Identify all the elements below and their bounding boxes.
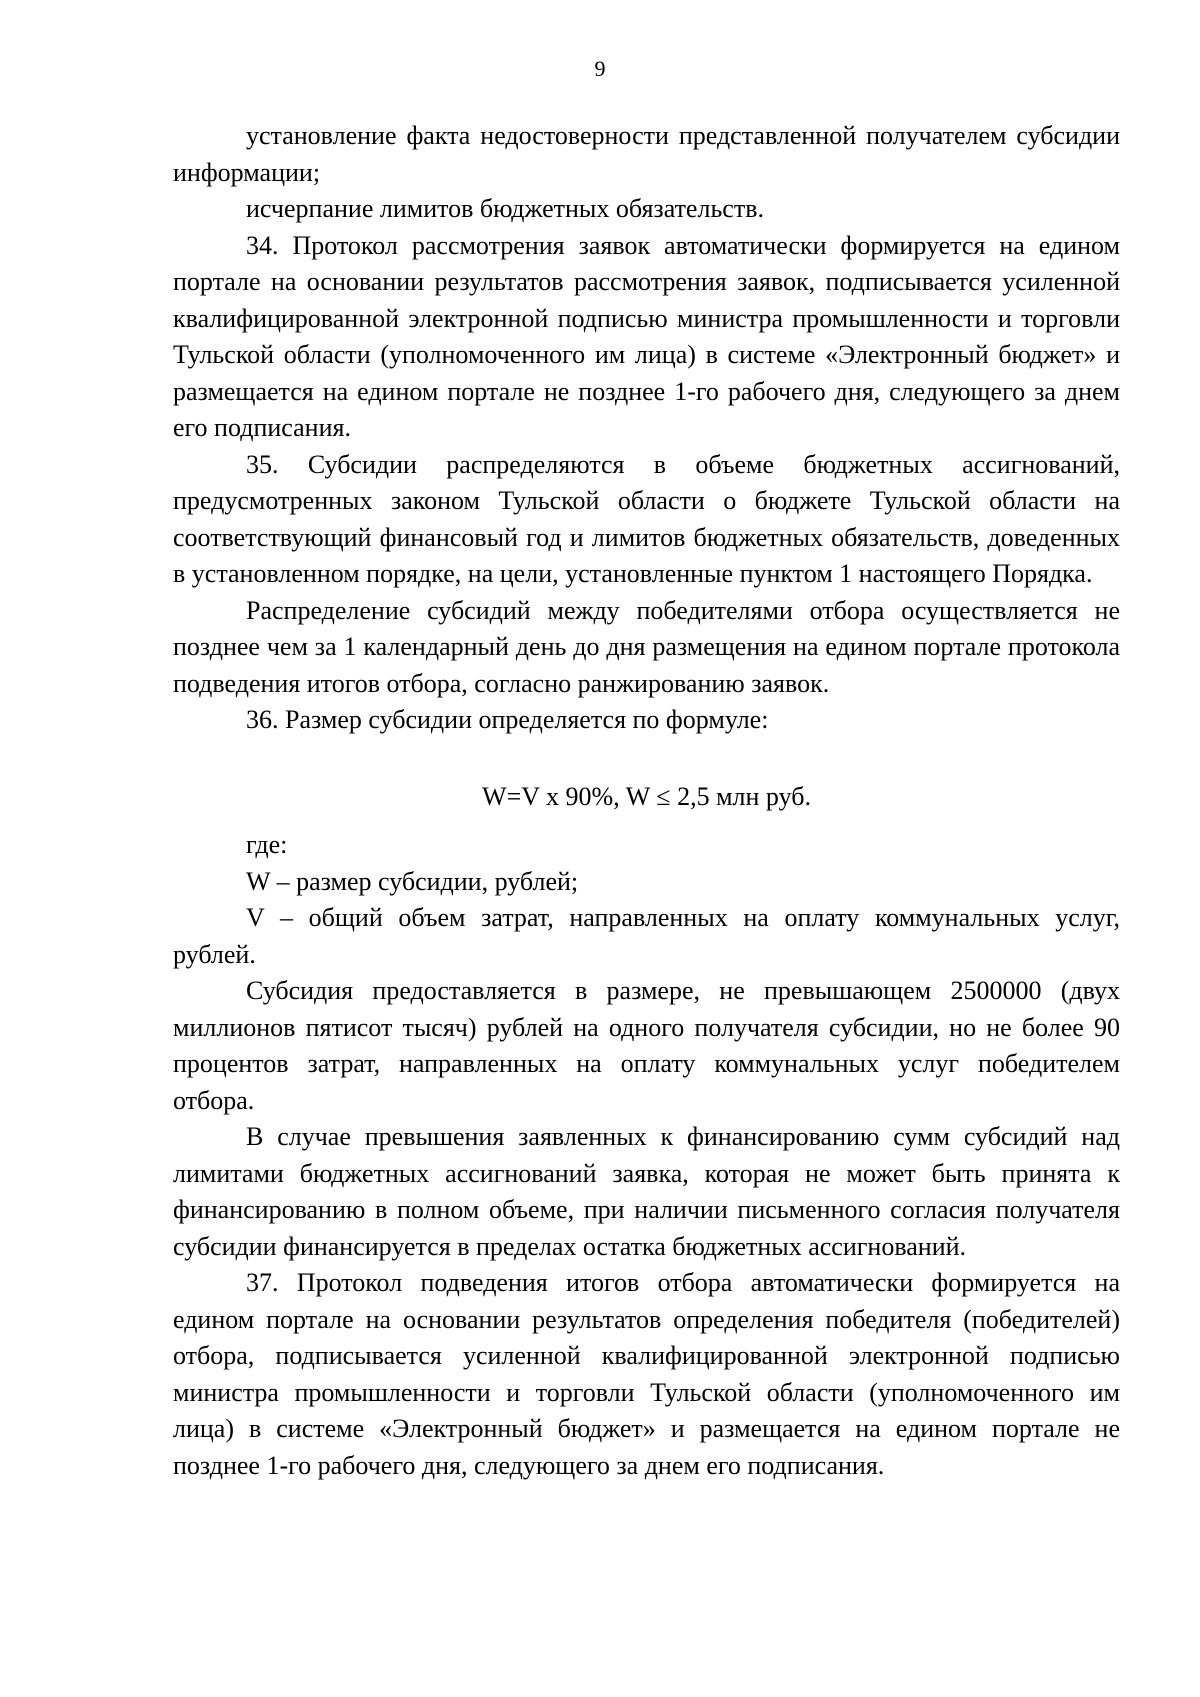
subsidy-formula: W=V x 90%, W ≤ 2,5 млн руб. <box>482 781 811 811</box>
paragraph-distribution-among-winners: Распределение субсидий между победителями отбора осуществляется не позднее чем за 1 календарный день до дня размещения на едином портале протокола подведения итогов отбора, согласно ранжированию заявок. <box>173 595 1120 698</box>
paragraph-36-formula-intro: 36. Размер субсидии определяется по формуле: <box>246 705 769 734</box>
paragraph-limit-excess: В случае превышения заявленных к финансированию сумм субсидий над лимитами бюджетных ассигнований заявка, которая не может быть принята к финансированию в полном объеме, при наличии письменного согласия получателя субсидии финансируется в пределах остатка бюджетных ассигнований. <box>173 1122 1120 1261</box>
page-number: 9 <box>594 56 606 81</box>
paragraph-subsidy-cap: Субсидия предоставляется в размере, не превышающем 2500000 (двух миллионов пятисот тысяч) рублей на одного получателя субсидии, но не более 90 процентов затрат, направленных на оплату коммунальных услуг победителем отбора. <box>173 976 1120 1115</box>
document-body <box>173 118 1120 1484</box>
paragraph-34-review-protocol: 34. Протокол рассмотрения заявок автоматически формируется на едином портале на основании результатов рассмотрения заявок, подписывается усиленной квалифицированной электронной подписью министра промышленности и торговли Тульской области (уполномоченного им лица) в системе «Электронный бюджет» и размещается на едином портале не позднее 1-го рабочего дня, следующего за днем его подписания. <box>173 230 1120 442</box>
paragraph-unreliable-info: установление факта недостоверности представленной получателем субсидии информации; <box>173 121 1120 187</box>
paragraph-where: где: <box>246 830 288 859</box>
paragraph-v-definition: V – общий объем затрат, направленных на оплату коммунальных услуг, рублей. <box>173 903 1120 969</box>
paragraph-w-definition: W – размер субсидии, рублей; <box>246 866 579 896</box>
paragraph-37-results-protocol: 37. Протокол подведения итогов отбора автоматически формируется на едином портале на основании результатов определения победителя (победителей) отбора, подписывается усиленной квалифицированной электронной подписью министра промышленности и торговли Тульской области (уполномоченного им лица) в системе «Электронный бюджет» и размещается на едином портале не позднее 1-го рабочего дня, следующего за днем его подписания. <box>173 1268 1120 1480</box>
paragraph-limits-exhausted: исчерпание лимитов бюджетных обязательств. <box>246 194 764 223</box>
paragraph-35-distribution: 35. Субсидии распределяются в объеме бюджетных ассигнований, предусмотренных законом Тульской области о бюджете Тульской области на соответствующий финансовый год и лимитов бюджетных обязательств, доведенных в установленном порядке, на цели, установленные пунктом 1 настоящего Порядка. <box>173 449 1120 588</box>
